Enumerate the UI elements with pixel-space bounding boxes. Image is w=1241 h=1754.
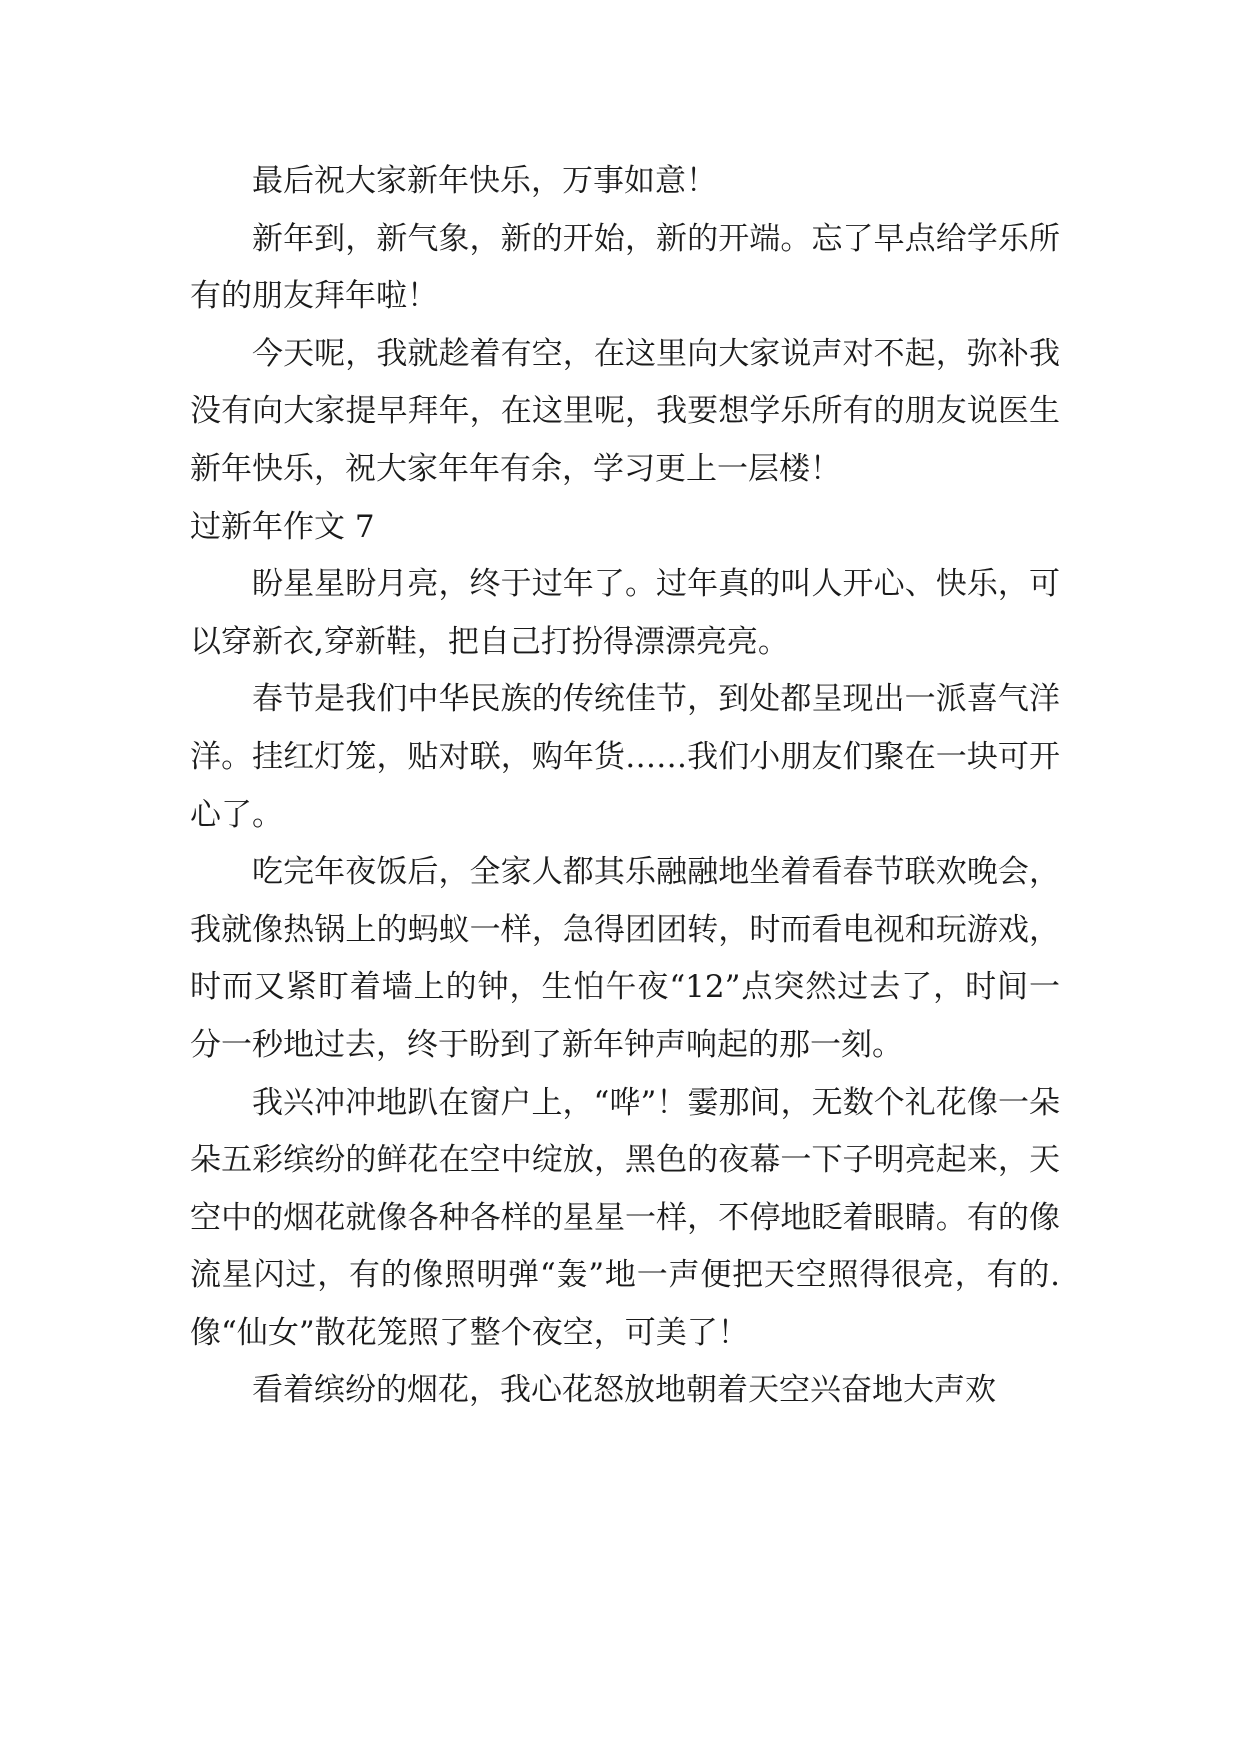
paragraph-apology: 今天呢，我就趁着有空，在这里向大家说声对不起，弥补我没有向大家提早拜年，在这里呢，我要想学乐所有的朋友说医生新年快乐，祝大家年年有余，学习更上一层楼！ [190, 335, 1060, 487]
paragraph-new-year-eve-dinner: 吃完年夜饭后，全家人都其乐融融地坐着看春节联欢晚会，我就像热锅上的蚂蚁一样，急得团团转，时而看电视和玩游戏，时而又紧盯着墙上的钟，生怕午夜“12”点突然过去了，时间一分一秒地过去，终于盼到了新年钟声响起的那一刻。 [190, 854, 1060, 1063]
paragraph-closing-wish: 最后祝大家新年快乐，万事如意！ [252, 163, 717, 199]
paragraph-cheering: 看着缤纷的烟花，我心花怒放地朝着天空兴奋地大声欢 [252, 1372, 996, 1409]
document-body [190, 153, 1060, 1420]
section-title: 过新年作文 7 [190, 508, 375, 545]
paragraph-fireworks: 我兴冲冲地趴在窗户上，“哗”！霎那间，无数个礼花像一朵朵五彩缤纷的鲜花在空中绽放，黑色的夜幕一下子明亮起来，天空中的烟花就像各种各样的星星一样，不停地眨着眼睛。有的像流星闪过，有的像照明弹“轰”地一声便把天空照得很亮，有的.像“仙女”散花笼照了整个夜空，可美了！ [190, 1084, 1060, 1351]
paragraph-spring-festival: 春节是我们中华民族的传统佳节，到处都呈现出一派喜气洋洋。挂红灯笼，贴对联，购年货……我们小朋友们聚在一块可开心了。 [190, 681, 1060, 833]
paragraph-new-year-greeting: 新年到，新气象，新的开始，新的开端。忘了早点给学乐所有的朋友拜年啦！ [190, 220, 1060, 315]
paragraph-waiting-for-new-year: 盼星星盼月亮，终于过年了。过年真的叫人开心、快乐，可以穿新衣,穿新鞋，把自己打扮得漂漂亮亮。 [190, 566, 1060, 660]
